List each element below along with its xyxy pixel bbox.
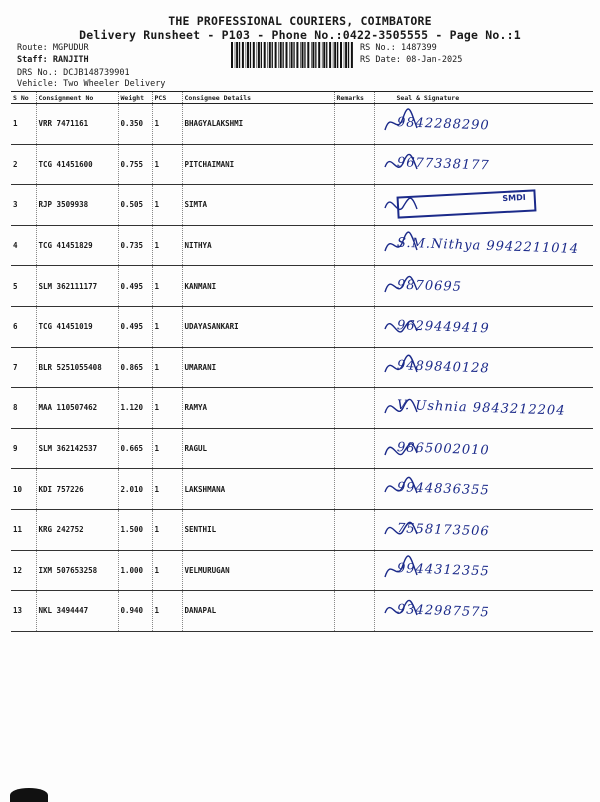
cell-consignee: UMARANI xyxy=(182,347,334,388)
cell-weight: 0.735 xyxy=(118,225,152,266)
cell-signature xyxy=(374,550,593,591)
cell-consignee: NITHYA xyxy=(182,225,334,266)
cell-consignment: TCG 41451019 xyxy=(36,306,118,347)
table-row xyxy=(11,591,593,632)
cell-consignment: RJP 3509938 xyxy=(36,185,118,226)
cell-pcs: 1 xyxy=(152,306,182,347)
cell-consignee: BHAGYALAKSHMI xyxy=(182,104,334,145)
table-row xyxy=(11,388,593,429)
cell-consignment: TCG 41451600 xyxy=(36,144,118,185)
cell-sno: 3 xyxy=(11,185,36,226)
route-line xyxy=(17,43,89,53)
signature-text: 9342987575 xyxy=(396,602,490,621)
cell-consignment: SLM 362111177 xyxy=(36,266,118,307)
cell-sno: 7 xyxy=(11,347,36,388)
cell-consignment: KDI 757226 xyxy=(36,469,118,510)
cell-signature xyxy=(374,347,593,388)
rs-date-line xyxy=(360,55,462,65)
cell-remarks xyxy=(334,104,374,145)
cell-remarks xyxy=(334,591,374,632)
drs-label: DRS No.: xyxy=(17,68,58,78)
cell-consignment: BLR 5251055408 xyxy=(36,347,118,388)
table-row xyxy=(11,428,593,469)
rs-date-label: RS Date: xyxy=(360,55,401,65)
vehicle-value: Two Wheeler Delivery xyxy=(63,79,166,89)
cell-signature xyxy=(374,306,593,347)
cell-sno: 13 xyxy=(11,591,36,632)
runsheet-subtitle: Delivery Runsheet - P103 - Phone No.:0422-3505555 - Page No.:1 xyxy=(79,28,521,42)
barcode-image xyxy=(230,42,354,74)
company-title: THE PROFESSIONAL COURIERS, COIMBATORE xyxy=(168,14,432,28)
cell-remarks xyxy=(334,144,374,185)
rs-no-label: RS No.: xyxy=(360,43,396,53)
cell-weight: 0.940 xyxy=(118,591,152,632)
table-header-row xyxy=(11,92,593,104)
cell-signature xyxy=(374,266,593,307)
cell-remarks xyxy=(334,306,374,347)
signature-text: 9489840128 xyxy=(396,358,490,377)
cell-consignee: SENTHIL xyxy=(182,509,334,550)
cell-consignment: TCG 41451829 xyxy=(36,225,118,266)
signature-text: 9677338177 xyxy=(396,155,490,174)
cell-pcs: 1 xyxy=(152,428,182,469)
table-row xyxy=(11,306,593,347)
cell-consignment: MAA 110507462 xyxy=(36,388,118,429)
table-row xyxy=(11,550,593,591)
route-value: MGPUDUR xyxy=(52,43,89,53)
cell-sno: 6 xyxy=(11,306,36,347)
cell-weight: 0.665 xyxy=(118,428,152,469)
signature-text: V. Ushnia 9843212204 xyxy=(396,397,566,419)
cell-remarks xyxy=(334,185,374,226)
cell-pcs: 1 xyxy=(152,591,182,632)
cell-signature xyxy=(374,509,593,550)
cell-consignee: VELMURUGAN xyxy=(182,550,334,591)
col-header-pcs: PCS xyxy=(152,92,182,104)
table-row xyxy=(11,469,593,510)
cell-sno: 4 xyxy=(11,225,36,266)
cell-remarks xyxy=(334,509,374,550)
cell-consignee: DANAPAL xyxy=(182,591,334,632)
cell-weight: 1.500 xyxy=(118,509,152,550)
rs-date-value: 08-Jan-2025 xyxy=(406,55,463,65)
cell-pcs: 1 xyxy=(152,144,182,185)
cell-weight: 0.350 xyxy=(118,104,152,145)
staff-label: Staff: xyxy=(17,55,48,65)
cell-pcs: 1 xyxy=(152,509,182,550)
signature-text: S.M.Nithya 9942211014 xyxy=(396,235,579,257)
cell-consignment: NKL 3494447 xyxy=(36,591,118,632)
cell-consignment: SLM 362142537 xyxy=(36,428,118,469)
cell-pcs: 1 xyxy=(152,469,182,510)
table-row xyxy=(11,347,593,388)
cell-pcs: 1 xyxy=(152,266,182,307)
col-header-sno: S No xyxy=(11,92,36,104)
cell-weight: 2.010 xyxy=(118,469,152,510)
cell-remarks xyxy=(334,347,374,388)
table-row xyxy=(11,104,593,145)
drs-value: DCJB148739901 xyxy=(63,68,130,78)
cell-sno: 2 xyxy=(11,144,36,185)
cell-sno: 9 xyxy=(11,428,36,469)
cell-weight: 0.495 xyxy=(118,306,152,347)
rs-no-line xyxy=(360,43,437,53)
table-row xyxy=(11,509,593,550)
cell-consignment: KRG 242752 xyxy=(36,509,118,550)
cell-pcs: 1 xyxy=(152,388,182,429)
cell-weight: 1.000 xyxy=(118,550,152,591)
cell-weight: 0.865 xyxy=(118,347,152,388)
vehicle-label: Vehicle: xyxy=(17,79,58,89)
cell-remarks xyxy=(334,469,374,510)
cell-sno: 5 xyxy=(11,266,36,307)
col-header-weight: Weight xyxy=(118,92,152,104)
cell-consignee: SIMTA xyxy=(182,185,334,226)
cell-consignee: LAKSHMANA xyxy=(182,469,334,510)
cell-consignee: PITCHAIMANI xyxy=(182,144,334,185)
table-row xyxy=(11,144,593,185)
signature-text: 9865002010 xyxy=(396,439,490,458)
cell-consignee: RAGUL xyxy=(182,428,334,469)
cell-pcs: 1 xyxy=(152,185,182,226)
cell-weight: 0.755 xyxy=(118,144,152,185)
cell-consignee: RAMYA xyxy=(182,388,334,429)
signature-text: 9944312355 xyxy=(396,561,490,580)
col-header-consignee: Consignee Details xyxy=(182,92,334,104)
rs-no-value: 1487399 xyxy=(400,43,437,53)
staff-value: RANJITH xyxy=(52,55,89,65)
cell-consignee: KANMANI xyxy=(182,266,334,307)
col-header-signature: Seal & Signature xyxy=(374,92,593,104)
signature-text: 9842288290 xyxy=(396,114,490,134)
cell-signature xyxy=(374,104,593,145)
cell-sno: 8 xyxy=(11,388,36,429)
cell-signature xyxy=(374,469,593,510)
signature-text: 7558173506 xyxy=(396,520,490,540)
cell-sno: 12 xyxy=(11,550,36,591)
cell-remarks xyxy=(334,550,374,591)
cell-consignee: UDAYASANKARI xyxy=(182,306,334,347)
cell-consignment: IXM 507653258 xyxy=(36,550,118,591)
signature-text: 9870695 xyxy=(396,277,462,296)
cell-remarks xyxy=(334,428,374,469)
cell-consignment: VRR 7471161 xyxy=(36,104,118,145)
vehicle-line xyxy=(17,79,165,89)
cell-signature xyxy=(374,388,593,429)
cell-signature xyxy=(374,428,593,469)
cell-weight: 1.120 xyxy=(118,388,152,429)
stamp-text: SMDI xyxy=(502,192,526,204)
staff-line xyxy=(17,55,89,65)
cell-pcs: 1 xyxy=(152,347,182,388)
col-header-consignment: Consignment No xyxy=(36,92,118,104)
cell-remarks xyxy=(334,225,374,266)
cell-sno: 1 xyxy=(11,104,36,145)
table-row xyxy=(11,266,593,307)
cell-remarks xyxy=(334,266,374,307)
cell-signature xyxy=(374,591,593,632)
signature-text: 9629449419 xyxy=(396,317,490,337)
cell-weight: 0.505 xyxy=(118,185,152,226)
cell-pcs: 1 xyxy=(152,104,182,145)
cell-sno: 10 xyxy=(11,469,36,510)
cell-sno: 11 xyxy=(11,509,36,550)
cell-remarks xyxy=(334,388,374,429)
cell-signature xyxy=(374,144,593,185)
drs-line xyxy=(17,68,130,78)
route-label: Route: xyxy=(17,43,48,53)
cell-pcs: 1 xyxy=(152,550,182,591)
runsheet-table xyxy=(11,91,593,632)
cell-pcs: 1 xyxy=(152,225,182,266)
cell-weight: 0.495 xyxy=(118,266,152,307)
col-header-remarks: Remarks xyxy=(334,92,374,104)
table-row xyxy=(11,225,593,266)
cell-signature xyxy=(374,225,593,266)
signature-text: 9944836355 xyxy=(396,480,490,499)
